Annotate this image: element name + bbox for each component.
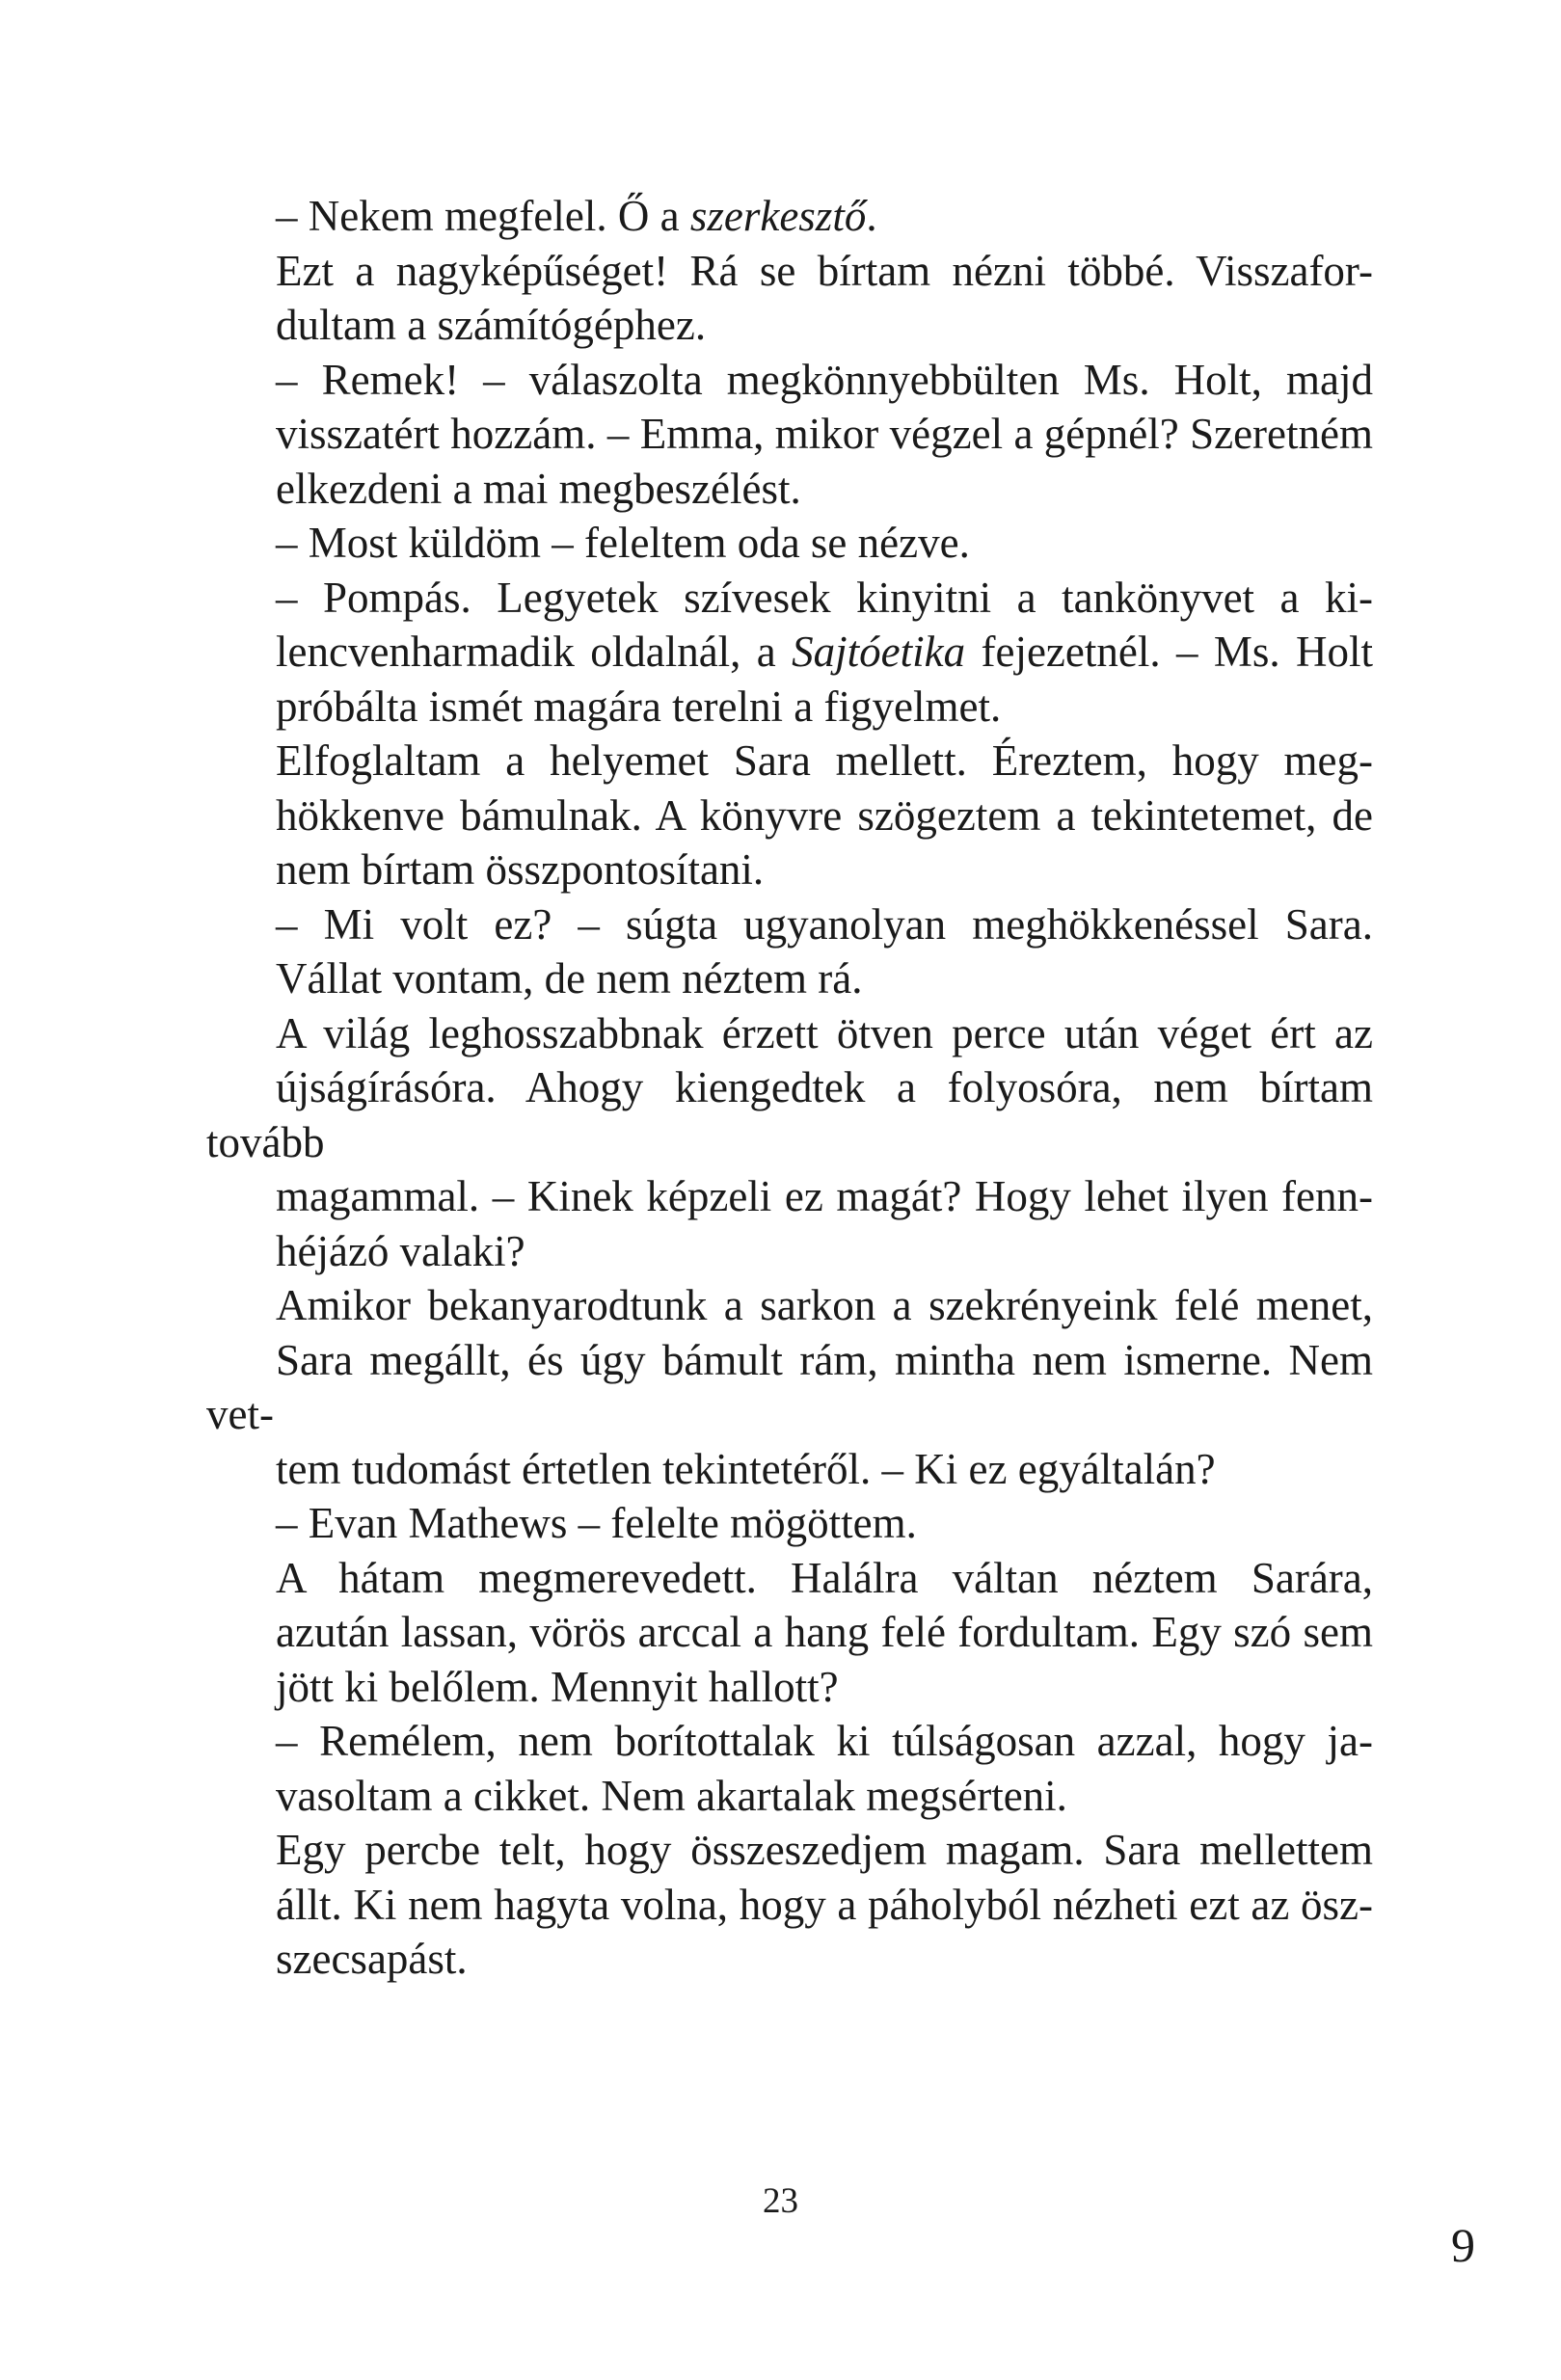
text-run: – Remek! – válaszolta megkönnyebbülten Ms. Holt, majd — [276, 355, 1373, 404]
text-line — [206, 842, 1373, 897]
text-line — [206, 516, 1373, 571]
text-run: – Remélem, nem borítottalak ki túlságosan azzal, hogy ja- — [276, 1717, 1373, 1765]
text-line — [206, 951, 1373, 1006]
body-text — [206, 189, 1373, 1987]
text-line — [206, 1006, 1373, 1061]
text-line — [206, 1169, 1373, 1224]
text-line — [206, 1714, 1373, 1769]
text-run: magammal. – Kinek képzeli ez magát? Hogy lehet ilyen fenn- — [276, 1172, 1373, 1220]
text-run: próbálta ismét magára terelni a figyelmet. — [276, 682, 1002, 731]
text-run: szecsapást. — [276, 1935, 468, 1983]
text-run: Ezt a nagyképűséget! Rá se bírtam nézni többé. Visszafor- — [276, 246, 1373, 295]
text-run: jött ki belőlem. Mennyit hallott? — [276, 1662, 839, 1711]
text-line — [206, 1932, 1373, 1987]
text-run: hökkenve bámulnak. A könyvre szögeztem a tekintetemet, de — [276, 790, 1373, 840]
text-run: azután lassan, vörös arccal a hang felé fordultam. Egy szó sem — [276, 1608, 1373, 1656]
text-line — [206, 244, 1373, 299]
text-run: – Pompás. Legyetek szívesek kinyitni a tankönyvet a ki- — [276, 573, 1373, 622]
paragraph — [206, 1278, 1373, 1496]
text-run: . — [866, 192, 877, 240]
paragraph — [206, 1823, 1373, 1987]
text-line — [206, 1605, 1373, 1660]
text-line — [206, 897, 1373, 952]
text-line — [206, 1060, 1373, 1169]
text-run: Egy percbe telt, hogy összeszedjem magam. Sara mellettem — [276, 1826, 1373, 1874]
paragraph — [206, 353, 1373, 517]
paragraph — [206, 244, 1373, 353]
text-run: A világ leghosszabbnak érzett ötven perce után véget ért az — [276, 1008, 1373, 1057]
text-run: nem bírtam összpontosítani. — [276, 845, 765, 894]
text-line — [206, 625, 1373, 680]
text-line — [206, 789, 1373, 843]
text-run: – Most küldöm – feleltem oda se nézve. — [276, 519, 970, 567]
paragraph — [206, 897, 1373, 1006]
text-run: vasoltam a cikket. Nem akartalak megsérteni. — [276, 1771, 1067, 1820]
paragraph — [206, 516, 1373, 571]
text-run: tem tudomást értetlen tekintetéről. – Ki ez egyáltalán? — [276, 1444, 1216, 1493]
text-run: elkezdeni a mai megbeszélést. — [276, 464, 801, 513]
text-run: Vállat vontam, de nem néztem rá. — [276, 954, 863, 1003]
text-line — [206, 353, 1373, 408]
text-line — [206, 1496, 1373, 1551]
text-line — [206, 462, 1373, 517]
paragraph — [206, 571, 1373, 735]
text-line — [206, 1224, 1373, 1279]
paragraph — [206, 1551, 1373, 1715]
paragraph — [206, 1714, 1373, 1823]
text-run: A hátam megmerevedett. Halálra váltan néztem Sarára, — [276, 1553, 1373, 1602]
italic-text: Sajtóetika — [792, 628, 966, 676]
text-run: újságírásóra. Ahogy kiengedtek a folyosóra, nem bírtam tovább — [206, 1063, 1373, 1166]
text-line — [206, 1823, 1373, 1878]
text-line — [206, 1333, 1373, 1442]
text-run: Elfoglaltam a helyemet Sara mellett. Éreztem, hogy meg- — [276, 736, 1373, 785]
text-line — [206, 1442, 1373, 1497]
text-line — [206, 407, 1373, 462]
paragraph — [206, 1006, 1373, 1279]
text-run: Sara megállt, és úgy bámult rám, mintha nem ismerne. Nem vet- — [206, 1335, 1373, 1438]
text-run: – Evan Mathews – felelte mögöttem. — [276, 1499, 917, 1547]
text-run: lencvenharmadik oldalnál, a — [276, 628, 793, 676]
text-line — [206, 734, 1373, 789]
italic-text: szerkesztő — [689, 192, 867, 240]
paragraph — [206, 734, 1373, 897]
text-run: dultam a számítógéphez. — [276, 301, 707, 349]
text-run: állt. Ki nem hagyta volna, hogy a páholyból nézheti ezt az ösz- — [276, 1880, 1373, 1929]
text-line — [206, 680, 1373, 735]
text-line — [206, 1660, 1373, 1715]
text-run: – Nekem megfelel. Ő a — [276, 192, 690, 240]
paragraph — [206, 189, 1373, 244]
text-run: Amikor bekanyarodtunk a sarkon a szekrényeink felé menet, — [276, 1281, 1373, 1329]
text-run: fejezetnél. – Ms. Holt — [965, 628, 1373, 676]
text-run: – Mi volt ez? – súgta ugyanolyan meghökkenéssel Sara. — [276, 899, 1373, 949]
sheet-number: 9 — [1451, 2218, 1475, 2272]
text-line — [206, 189, 1373, 244]
text-line — [206, 1278, 1373, 1333]
text-line — [206, 298, 1373, 353]
text-line — [206, 571, 1373, 626]
paragraph — [206, 1496, 1373, 1551]
text-line — [206, 1878, 1373, 1933]
text-run: héjázó valaki? — [276, 1226, 525, 1275]
text-run: visszatért hozzám. – Emma, mikor végzel a gépnél? Szeretném — [276, 410, 1373, 458]
text-line — [206, 1551, 1373, 1606]
page-number: 23 — [763, 2181, 798, 2221]
text-line — [206, 1769, 1373, 1824]
